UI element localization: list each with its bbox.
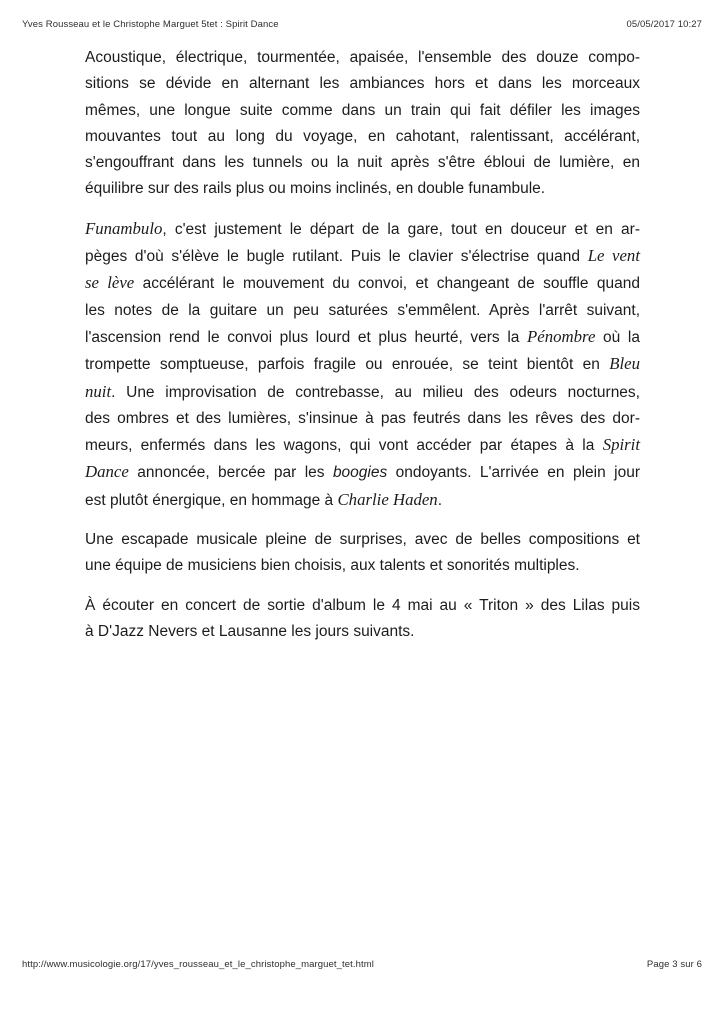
text-segment: Pénombre <box>527 326 596 346</box>
text-segment: où la <box>595 328 640 346</box>
text-segment: Bleu <box>609 354 640 374</box>
page-number: Page 3 sur 6 <box>646 959 702 970</box>
text-segment: . <box>437 491 443 509</box>
text-line <box>85 432 640 459</box>
text-segment: Une escapade musicale pleine de surprises, avec de belles compositions et <box>85 531 640 549</box>
text-segment: Acoustique, électrique, tourmentée, apaisée, l'ensemble des douze compo- <box>85 49 640 66</box>
text-segment: s'engouffrant dans les tunnels ou la nuit après s'être ébloui de lumière, en <box>85 154 640 172</box>
text-segment: trompette somptueuse, parfois fragile ou enrouée, se teint bientôt en <box>85 356 610 374</box>
text-line <box>85 176 640 202</box>
paragraph <box>85 216 640 514</box>
text-segment: annoncée, bercée par les <box>128 464 333 482</box>
text-segment: nuit <box>85 381 112 401</box>
text-line <box>85 351 640 378</box>
text-line <box>85 593 640 619</box>
paragraph <box>85 527 640 580</box>
paragraph <box>85 45 640 203</box>
text-segment: Le vent <box>587 246 640 266</box>
text-segment: Spirit <box>602 435 640 455</box>
source-url: http://www.musicologie.org/17/yves_rousseau_et_le_christophe_marguet_tet.html <box>22 959 375 970</box>
text-line <box>85 150 640 176</box>
text-segment: À écouter en concert de sortie d'album le 4 mai au « Triton » des Lilas puis <box>85 596 640 614</box>
text-line <box>85 216 640 243</box>
document-title: Yves Rousseau et le Christophe Marguet 5tet : Spirit Dance <box>22 19 279 30</box>
text-line <box>85 71 640 97</box>
text-segment: . Une improvisation de contrebasse, au milieu des odeurs nocturnes, <box>111 383 640 401</box>
text-line <box>85 45 640 71</box>
text-line <box>85 98 640 124</box>
text-line <box>85 243 640 270</box>
text-segment: l'ascension rend le convoi plus lourd et plus heurté, vers la <box>85 328 528 346</box>
text-segment: meurs, enfermés dans les wagons, qui vont accéder par étapes à la <box>85 437 603 455</box>
text-segment: sitions se dévide en alternant les ambiances hors et dans les morceaux <box>85 75 640 93</box>
text-segment: des ombres et des lumières, s'insinue à pas feutrés dans les rêves des dor- <box>85 409 640 427</box>
text-line <box>85 124 640 150</box>
text-segment: boogies <box>332 464 388 482</box>
text-segment: ondoyants. L'arrivée en plein jour <box>387 464 640 482</box>
text-segment: une équipe de musiciens bien choisis, aux talents et sonorités multiples. <box>85 557 580 575</box>
article-body <box>85 45 640 645</box>
text-line <box>85 487 640 514</box>
print-datetime: 05/05/2017 10:27 <box>626 19 702 30</box>
text-line <box>85 459 640 486</box>
print-header <box>22 19 702 30</box>
text-line <box>85 324 640 351</box>
text-segment: mouvantes tout au long du voyage, en cahotant, ralentissant, accélérant, <box>85 127 640 145</box>
text-segment: est plutôt énergique, en hommage à <box>85 491 338 509</box>
text-segment: Funambulo <box>85 218 163 238</box>
text-line <box>85 406 640 432</box>
print-footer <box>22 959 702 970</box>
text-segment: pèges d'où s'élève le bugle rutilant. Puis le clavier s'électrise quand <box>85 248 588 266</box>
text-segment: accélérant le mouvement du convoi, et changeant de souffle quand <box>134 275 641 293</box>
text-segment: Dance <box>85 462 129 482</box>
text-segment: mêmes, une longue suite comme dans un train qui fait défiler les images <box>85 101 640 119</box>
text-segment: Charlie Haden <box>337 489 438 509</box>
text-line <box>85 619 640 645</box>
text-line <box>85 527 640 553</box>
text-segment: se lève <box>85 273 135 293</box>
text-line <box>85 298 640 324</box>
text-line <box>85 379 640 406</box>
text-line <box>85 553 640 579</box>
text-segment: à D'Jazz Nevers et Lausanne les jours suivants. <box>85 622 415 640</box>
paragraph <box>85 593 640 646</box>
text-segment: les notes de la guitare un peu saturées s'emmêlent. Après l'arrêt suivant, <box>85 301 640 319</box>
text-line <box>85 270 640 297</box>
text-segment: équilibre sur des rails plus ou moins inclinés, en double funambule. <box>85 180 546 198</box>
text-segment: , c'est justement le départ de la gare, tout en douceur et en ar- <box>162 220 640 238</box>
